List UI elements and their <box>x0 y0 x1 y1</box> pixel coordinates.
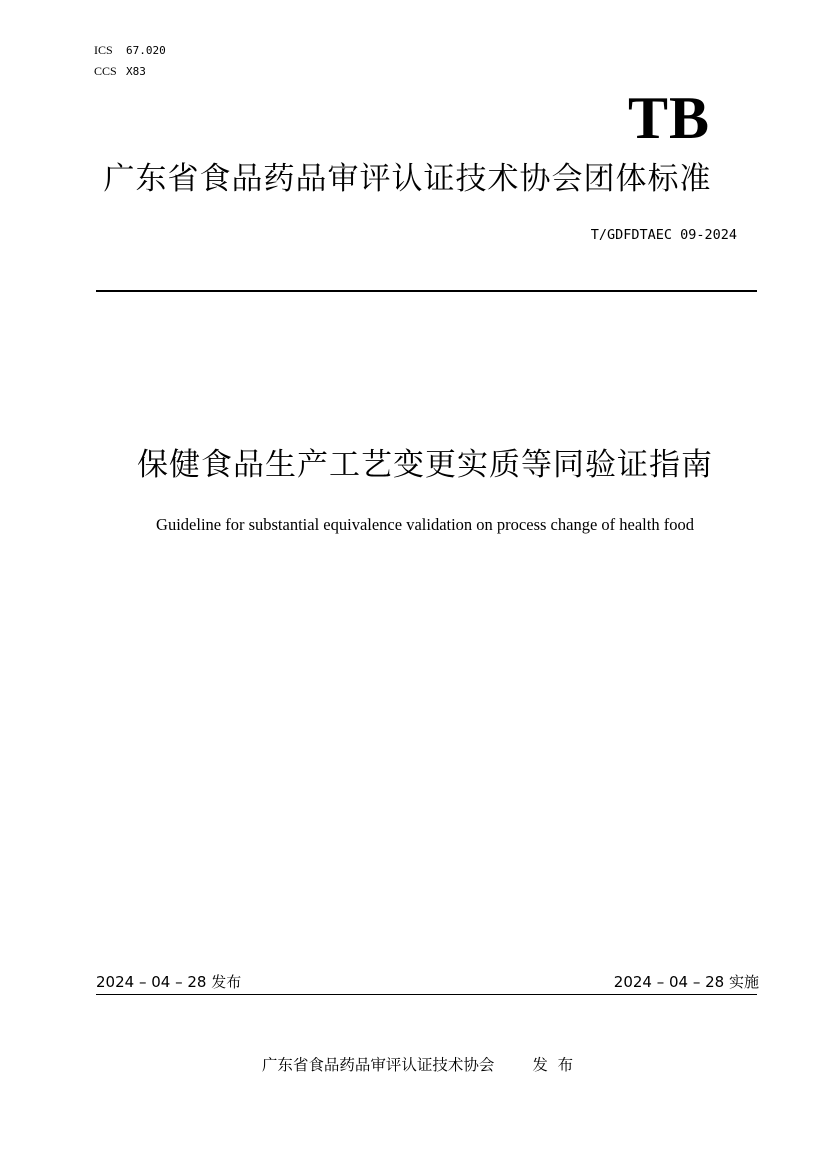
ics-row <box>94 40 166 61</box>
issue-date: 2024 – 04 – 28 发布 <box>96 973 242 991</box>
standard-number: T/GDFDTAEC 09-2024 <box>590 227 737 243</box>
ccs-row <box>94 61 166 82</box>
document-title-cn: 保健食品生产工艺变更实质等同验证指南 <box>137 447 713 483</box>
classification-codes <box>94 40 166 82</box>
issuer-line <box>0 1053 815 1077</box>
ics-value: 67.020 <box>126 44 166 57</box>
issuer-action: 发 布 <box>532 1056 574 1074</box>
ccs-label: CCS <box>94 64 117 78</box>
top-divider <box>96 290 757 292</box>
ics-label: ICS <box>94 43 113 57</box>
document-title-en: Guideline for substantial equivalence validation on process change of health food <box>156 515 694 534</box>
issuer-name: 广东省食品药品审评认证技术协会 <box>261 1056 495 1074</box>
bottom-divider <box>96 994 757 995</box>
organization-standard-title: 广东省食品药品审评认证技术协会团体标准 <box>103 161 712 197</box>
standard-logo: TB <box>627 85 710 151</box>
ccs-value: X83 <box>126 65 146 78</box>
effective-date: 2024 – 04 – 28 实施 <box>613 973 759 991</box>
